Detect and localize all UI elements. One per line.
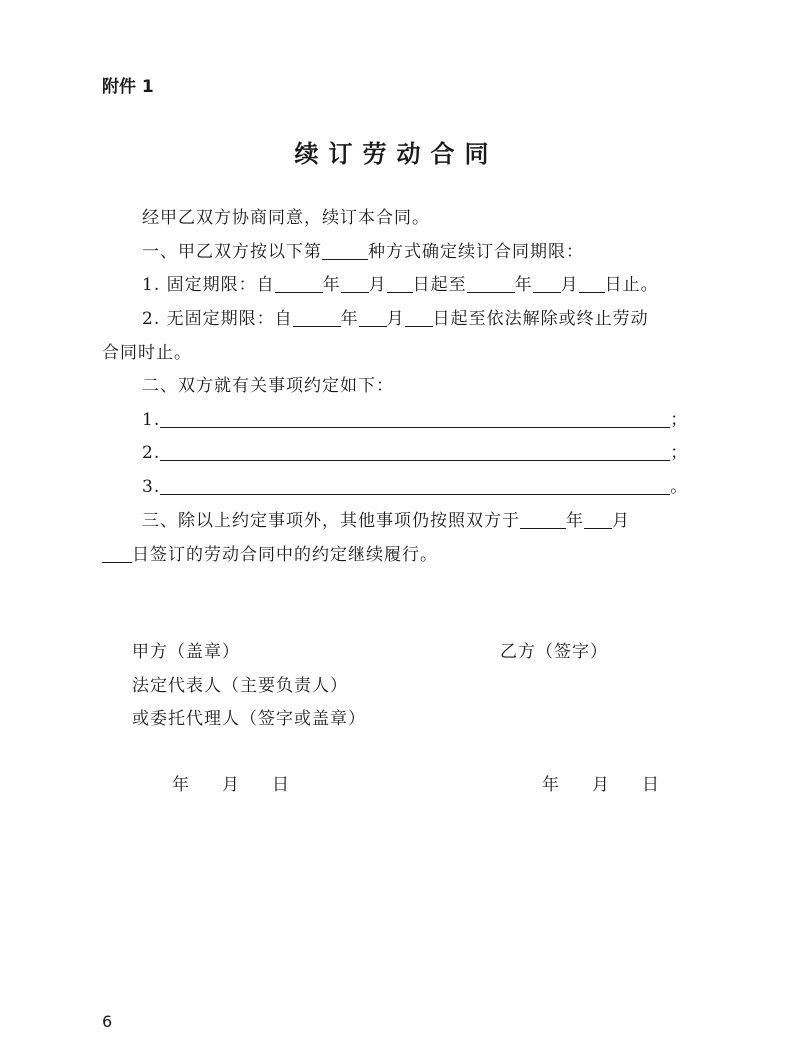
fixed-year-label: 年 <box>322 275 341 295</box>
item-number: 2. <box>142 443 161 463</box>
party-b-label: 乙方（签字） <box>500 642 608 662</box>
date-a-year: 年 <box>172 775 190 795</box>
fixed-term-label: 1. 固定期限：自 <box>142 275 275 295</box>
fixed-end-day-blank[interactable] <box>579 274 605 293</box>
open-term-line2: 合同时止。 <box>102 343 192 363</box>
item-end-punct: ； <box>670 410 689 430</box>
date-b-year: 年 <box>542 775 560 795</box>
date-a-day: 日 <box>272 775 290 795</box>
agreement-item-1 <box>142 408 688 432</box>
fixed-year2-label: 年 <box>514 275 533 295</box>
date-a-month: 月 <box>222 775 240 795</box>
prior-contract-month-blank[interactable] <box>584 510 612 529</box>
fixed-day-from-label: 日起至 <box>412 275 467 295</box>
fixed-end-year-blank[interactable] <box>467 274 515 293</box>
clause-three-year-label: 年 <box>566 511 584 531</box>
item-end-punct: ； <box>670 443 689 463</box>
date-b-day: 日 <box>642 775 660 795</box>
party-a-date <box>172 773 290 797</box>
document-title: 续订劳动合同 <box>294 140 499 168</box>
agreement-item-3 <box>142 475 688 499</box>
fixed-start-year-blank[interactable] <box>275 274 323 293</box>
item-3-input-line[interactable] <box>160 476 670 495</box>
open-term-rest: 日起至依法解除或终止劳动 <box>432 309 649 329</box>
clause-two-heading: 二、双方就有关事项约定如下： <box>142 376 394 396</box>
clause-one-suffix: 种方式确定续订合同期限： <box>368 242 584 262</box>
intro-text: 经甲乙双方协商同意，续订本合同。 <box>142 208 430 228</box>
item-number: 1. <box>142 410 161 430</box>
open-term-label: 2. 无固定期限：自 <box>142 309 293 329</box>
page-number: 6 <box>102 1012 113 1031</box>
open-year-label: 年 <box>340 309 359 329</box>
item-end-punct: 。 <box>670 477 689 497</box>
clause-three-prefix: 三、除以上约定事项外，其他事项仍按照双方于 <box>142 511 520 531</box>
date-b-month: 月 <box>592 775 610 795</box>
clause-one-prefix: 一、甲乙双方按以下第 <box>142 242 322 262</box>
prior-contract-year-blank[interactable] <box>520 510 566 529</box>
clause-three-month-label: 月 <box>612 511 630 531</box>
clause-three-line2 <box>102 543 438 567</box>
clause-one <box>142 240 584 264</box>
fixed-start-month-blank[interactable] <box>341 274 369 293</box>
open-start-month-blank[interactable] <box>359 308 387 327</box>
agreement-item-2 <box>142 441 688 465</box>
open-start-day-blank[interactable] <box>405 308 433 327</box>
open-start-year-blank[interactable] <box>293 308 341 327</box>
party-b-date <box>542 773 660 797</box>
item-2-input-line[interactable] <box>160 442 670 461</box>
item-number: 3. <box>142 477 161 497</box>
clause-three <box>142 509 630 533</box>
open-term-line <box>142 307 649 331</box>
open-month-label: 月 <box>386 309 405 329</box>
party-a-label: 甲方（盖章） <box>132 642 240 662</box>
fixed-start-day-blank[interactable] <box>387 274 413 293</box>
prior-contract-day-blank[interactable] <box>102 544 132 563</box>
fixed-term-line <box>142 273 659 297</box>
method-number-blank[interactable] <box>322 241 368 260</box>
clause-three-rest: 日签订的劳动合同中的约定继续履行。 <box>132 545 438 565</box>
fixed-month-label: 月 <box>368 275 387 295</box>
attachment-label: 附件 1 <box>102 77 154 97</box>
legal-representative-label: 法定代表人（主要负责人） <box>132 676 348 696</box>
fixed-month2-label: 月 <box>560 275 579 295</box>
agent-label: 或委托代理人（签字或盖章） <box>132 709 366 729</box>
item-1-input-line[interactable] <box>160 409 670 428</box>
fixed-day-end-label: 日止。 <box>604 275 659 295</box>
fixed-end-month-blank[interactable] <box>533 274 561 293</box>
